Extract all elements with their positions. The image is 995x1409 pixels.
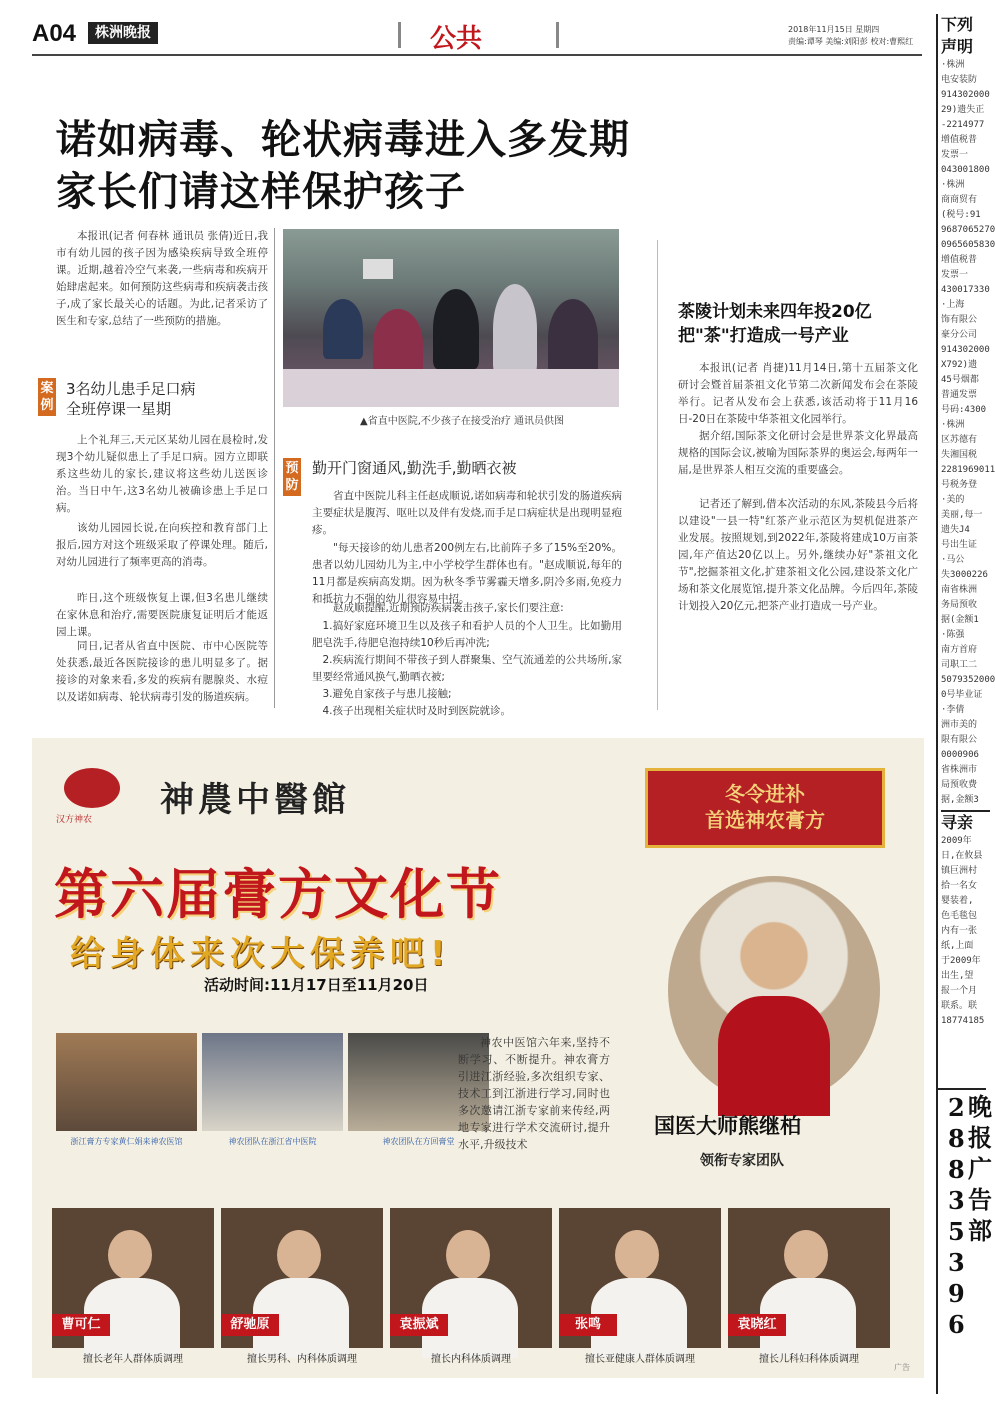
paper-logo: 株洲晚报 — [88, 22, 158, 44]
classified-line: 省株洲市 — [941, 765, 978, 775]
doctor-card — [221, 1208, 383, 1348]
doctor-name: 袁振斌 — [390, 1314, 448, 1336]
classified-line: 失湘国税 — [941, 450, 978, 460]
side-article-title — [678, 300, 938, 348]
classified-line: 号出生证 — [941, 540, 978, 550]
side-paragraph-3: 记者还了解到,借本次活动的东风,茶陵县今后将以建设"一县一特"红茶产业示范区为契机促进茶产业发展。按照规划,到2022年,茶陵将建成10万亩茶园,年产值达20亿以上。另外,继续办好"茶祖文化节",挖掘茶祖文化,扩建茶祖文化公园,建设茶文化广场和茶文化展览馆,提升茶文化品牌。今后四年,茶陵计划投入20亿元,把茶产业打造成一号产业。 — [678, 498, 918, 612]
ad-phone-number: 2 8 8 3 5 3 9 6 — [948, 1093, 965, 1339]
classified-line: 5079352000 — [941, 675, 995, 685]
classified-line: ·株洲 — [941, 180, 965, 190]
classified-line: 内有一张 — [941, 926, 978, 936]
classified-heading: 声明 — [941, 37, 974, 56]
classified-lines — [941, 834, 990, 1029]
classified-line: 商商贸有 — [941, 195, 978, 205]
classified-heading: 寻亲 — [941, 810, 990, 834]
classified-line: ·株洲 — [941, 60, 965, 70]
doctor-card — [728, 1208, 890, 1348]
side-title-line-1: 茶陵计划未来四年投20亿 — [678, 302, 872, 322]
classified-line: -2214977 — [941, 120, 985, 130]
doctor-card — [52, 1208, 214, 1348]
side-title-line-2: 把"茶"打造成一号产业 — [678, 326, 849, 346]
ad-photo-caption: 神农团队在浙江省中医院 — [228, 1137, 317, 1146]
classified-line: 局预收费 — [941, 780, 978, 790]
tip-4: 4.孩子出现相关症状时及时到医院就诊。 — [322, 705, 512, 717]
classified-line: 043001800 — [941, 165, 990, 175]
classified-line: 据,金额3 — [941, 795, 979, 805]
classified-line: 0000906 — [941, 750, 979, 760]
column-divider — [274, 228, 275, 708]
case-title-1: 3名幼儿患手足口病 — [66, 380, 196, 398]
classified-line: 430017330 — [941, 285, 990, 295]
classified-line: 29)遗失正 — [941, 105, 985, 115]
classified-line: 18774185 — [941, 1016, 985, 1026]
article-lead: 本报讯(记者 何春林 通讯员 张倩)近日,我市有幼儿园的孩子因为感染疾病导致全班停课。近期,越着冷空气来袭,一些病毒和疾病开始肆虐起来。如何预防这些病毒和疾病袭击孩子,成了家长最关心的话题。为此,记者采访了医生和专家,总结了一些预防的措施。 — [56, 230, 268, 327]
editor-line: 责编:谭琴 美编:刘阳彭 校对:曹熙红 — [788, 37, 914, 46]
classified-line: 纸,上面 — [941, 941, 974, 951]
doctor-specialty: 擅长内科体质调理 — [431, 1354, 511, 1365]
ad-photo — [56, 1033, 197, 1131]
doctor-specialty: 擅长男科、内科体质调理 — [247, 1354, 357, 1365]
case-paragraph-3: 昨日,这个班级恢复上课,但3名患儿继续在家休息和治疗,需要医院康复证明后才能返园上课。 — [56, 592, 268, 638]
brand-name: 神農中醫館 — [160, 780, 350, 820]
ad-intro-text: 神农中医馆六年来,坚持不断学习、不断提升。神农膏方引进江浙经验,多次组织专家、技术工到江浙进行学习,同时也多次邀请江浙专家前来传经,两地专家进行学术交流研讨,提升水平,升级技术 — [458, 1036, 610, 1151]
classified-lines — [941, 58, 995, 808]
classified-line: 出生,望 — [941, 971, 974, 981]
side-paragraph-2: 据介绍,国际茶文化研讨会是世界茶文化界最高规格的国际会议,被喻为国际茶界的奥运会,每两年一届,是世界茶人相互交流的重要盛会。 — [678, 430, 918, 476]
classified-line: 0965605830 — [941, 240, 995, 250]
classified-line: ·马公 — [941, 555, 965, 565]
classified-line: 南省株洲 — [941, 585, 978, 595]
case-title-2: 全班停课一星期 — [66, 400, 172, 418]
badge-line-1: 冬令进补 — [725, 782, 805, 806]
classified-line: 限有限公 — [941, 735, 978, 745]
headline-line-2: 家长们请这样保护孩子 — [56, 169, 466, 215]
classified-heading: 下列 — [941, 15, 974, 34]
classified-line: 日,在攸县 — [941, 851, 983, 861]
tip-1: 1.搞好家庭环境卫生以及孩子和看护人员的个人卫生。比如勤用肥皂洗手,待肥皂泡持续10秒后再冲洗; — [312, 620, 622, 649]
classified-line: 豪分公司 — [941, 330, 978, 340]
column-divider — [657, 240, 658, 710]
classified-line: 报一个月 — [941, 986, 978, 996]
event-time: 活动时间:11月17日至11月20日 — [204, 976, 429, 994]
badge-line-2: 首选神农膏方 — [705, 808, 825, 832]
tip-3: 3.避免自家孩子与患儿接触; — [322, 688, 452, 700]
date-line: 2018年11月15日 星期四 — [788, 25, 880, 34]
classified-line: ·李倩 — [941, 705, 965, 715]
ad-label: 广告 — [894, 1363, 910, 1372]
header-divider — [556, 22, 559, 48]
doctor-name: 张鸣 — [559, 1314, 617, 1336]
classified-line: 914302000 — [941, 90, 990, 100]
classified-line: 于2009年 — [941, 956, 981, 966]
prevent-tag: 预防 — [283, 458, 301, 496]
classified-line: 南方首府 — [941, 645, 978, 655]
classified-line: 遗失J4 — [941, 525, 970, 535]
promo-badge — [645, 768, 885, 848]
classified-line: 婴装着, — [941, 896, 974, 906]
classified-line: 务局预收 — [941, 600, 978, 610]
phone-divider — [938, 1088, 986, 1090]
classified-line: 拾一名女 — [941, 881, 978, 891]
doctor-card — [559, 1208, 721, 1348]
photo-caption: ▲省直中医院,不少孩子在接受治疗 通讯员供图 — [360, 416, 565, 427]
tcm-advertisement — [32, 738, 924, 1378]
case-paragraph-1: 上个礼拜三,天元区某幼儿园在晨检时,发现3个幼儿疑似患上了手足口病。园方立即联系这些幼儿的家长,建议将这些幼儿送医诊治。当日中午,这3名幼儿被确诊患上手足口病。 — [56, 434, 268, 514]
classified-line: 发票一 — [941, 150, 969, 160]
brand-logo-icon — [64, 768, 120, 808]
classified-line: 2009年 — [941, 836, 972, 846]
classified-line: 洲市美的 — [941, 720, 978, 730]
classified-line: 区苏德有 — [941, 435, 978, 445]
case-tag: 案例 — [38, 378, 56, 416]
doctor-name: 舒驰原 — [221, 1314, 279, 1336]
hospital-photo — [283, 229, 619, 407]
classified-line: 色毛毯包 — [941, 911, 978, 921]
classified-line: 镇巨洲村 — [941, 866, 978, 876]
festival-title: 第六届膏方文化节 — [54, 863, 502, 926]
classified-line: 据(金额1 — [941, 615, 979, 625]
doctor-name: 袁晓红 — [728, 1314, 786, 1336]
classified-line: X792)遗 — [941, 360, 978, 370]
classified-line: ·株洲 — [941, 420, 965, 430]
brand-mark-text: 汉方神农 — [56, 815, 93, 825]
doctor-specialty: 擅长儿科妇科体质调理 — [759, 1354, 859, 1365]
classified-line: 号码:4300 — [941, 405, 987, 415]
master-name: 国医大师熊继柏 — [654, 1114, 801, 1138]
classified-line: ·上海 — [941, 300, 965, 310]
classified-line: 号税务登 — [941, 480, 978, 490]
master-robe — [718, 996, 830, 1116]
classified-line: ·陈强 — [941, 630, 965, 640]
section-title: 公共 — [430, 24, 483, 54]
master-portrait — [668, 876, 880, 1104]
doctor-specialty: 擅长老年人群体质调理 — [83, 1354, 183, 1365]
classified-line: 饰有限公 — [941, 315, 978, 325]
classified-line: 45号烟都 — [941, 375, 979, 385]
case-paragraph-2: 该幼儿园园长说,在向疾控和教育部门上报后,园方对这个班级采取了停课处理。随后,对幼儿园进行了频率更高的消毒。 — [56, 522, 268, 568]
prevent-title: 勤开门窗通风,勤洗手,勤晒衣被 — [312, 459, 517, 477]
side-paragraph-1: 本报讯(记者 肖捷)11月14日,第十五届茶文化研讨会暨首届茶祖文化节第二次新闻发布会在茶陵举行。记者从发布会上获悉,该活动将于11月16日-20日在茶陵中华茶祖文化园举行。 — [678, 362, 918, 425]
case-paragraph-4: 同日,记者从省直中医院、市中心医院等处获悉,最近各医院接诊的患儿明显多了。据接诊的对象来看,多发的疾病有腮腺炎、水痘以及诺如病毒、轮状病毒引发的肠道疾病。 — [56, 640, 268, 703]
doctor-specialty: 擅长亚健康人群体质调理 — [585, 1354, 695, 1365]
classified-line: 2281969011 — [941, 465, 995, 475]
classified-line: 普通发票 — [941, 390, 978, 400]
prevent-paragraph-1: 省直中医院儿科主任赵成顺说,诺如病毒和轮状引发的肠道疾病主要症状是腹泻、呕吐以及伴有发烧,而手足口病症状是出现明显疱疹。 — [312, 490, 622, 536]
classified-line: 9687065270 — [941, 225, 995, 235]
classified-line: 失3000226 — [941, 570, 988, 580]
ad-photo-caption: 浙江膏方专家黄仁娟来神农医馆 — [70, 1137, 183, 1146]
classified-line: 发票一 — [941, 270, 969, 280]
ad-slogan: 给身体来次大保养吧! — [70, 934, 452, 974]
tip-2: 2.疾病流行期间不带孩子到人群聚集、空气流通差的公共场所,家里要经常通风换气,勤晒衣被; — [312, 654, 622, 683]
classified-line: 联系。联 — [941, 1001, 978, 1011]
prevent-paragraph-2: "每天接诊的幼儿患者200例左右,比前阵子多了15%至20%。患者以幼儿园幼儿为主,中小学校学生群体也有。"赵成顺说,每年的11月都是疾病高发期。因为秋冬季节雾霾天增多,阴冷多雨,免疫力和抵抗力不强的幼儿很容易中招。 — [312, 542, 622, 605]
doctor-name: 曹可仁 — [52, 1314, 110, 1336]
ad-department-label: 晚 报 广 告 部 — [968, 1093, 992, 1245]
classified-line: 电安装防 — [941, 75, 978, 85]
classified-line: (税号:91 — [941, 210, 981, 220]
classified-line: 0号毕业证 — [941, 690, 983, 700]
classified-line: 增值税普 — [941, 135, 978, 145]
classified-line: ·美的 — [941, 495, 965, 505]
classified-line: 美丽,每一 — [941, 510, 983, 520]
classified-line: 914302000 — [941, 345, 990, 355]
doctor-card — [390, 1208, 552, 1348]
header-divider — [398, 22, 401, 48]
header-rule — [32, 54, 922, 56]
master-team: 领衔专家团队 — [700, 1153, 784, 1169]
ad-photo — [202, 1033, 343, 1131]
classified-line: 司职工二 — [941, 660, 978, 670]
page-number: A04 — [32, 20, 77, 47]
headline-line-1: 诺如病毒、轮状病毒进入多发期 — [56, 117, 630, 163]
ad-photo-caption: 神农团队在方回膏堂 — [382, 1137, 455, 1146]
prevent-paragraph-3: 赵成顺提醒,近期预防疾病袭击孩子,家长们要注意: — [333, 602, 564, 614]
classified-line: 增值税普 — [941, 255, 978, 265]
